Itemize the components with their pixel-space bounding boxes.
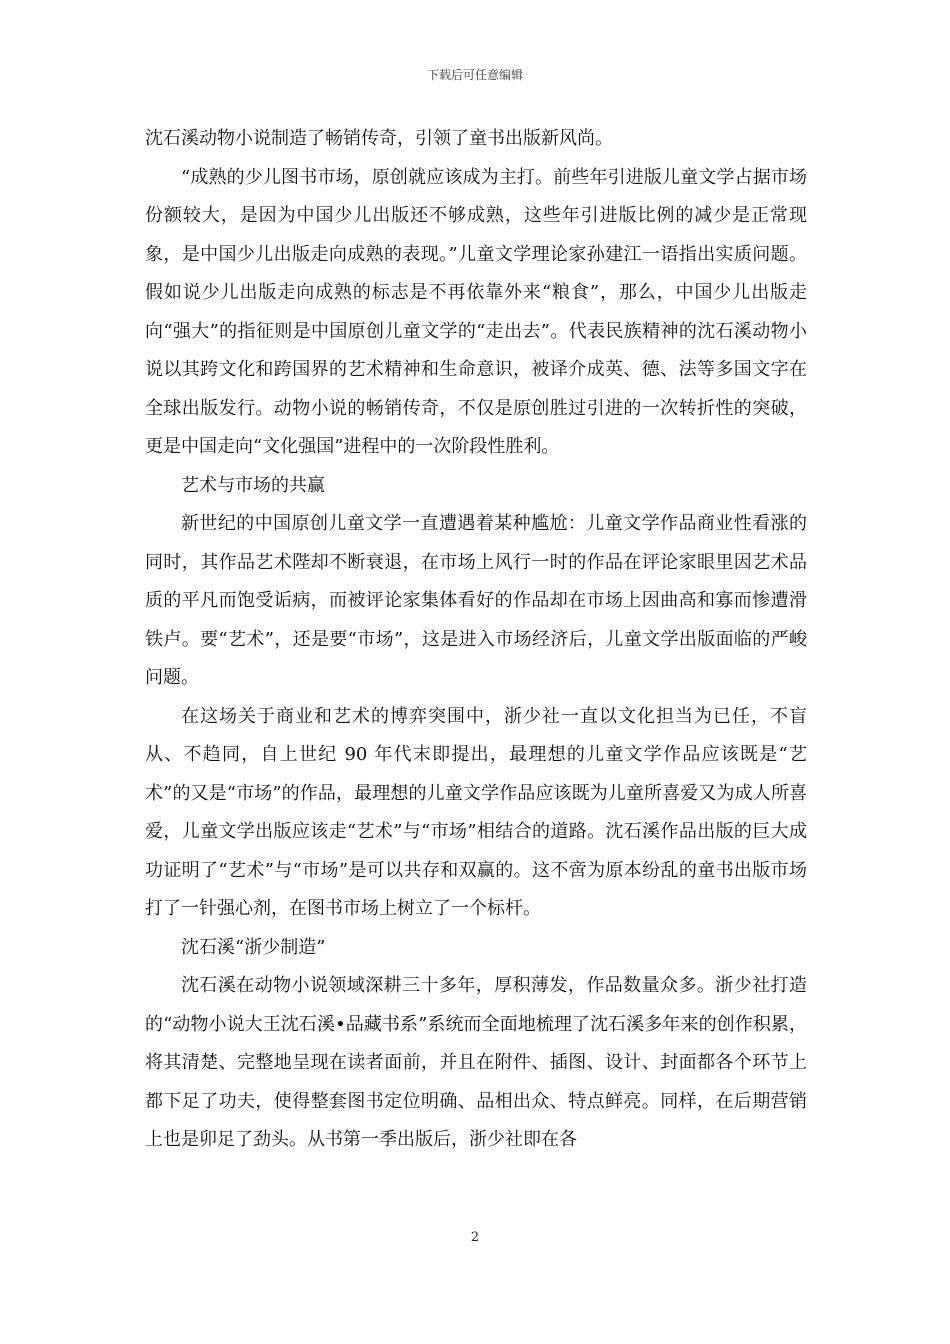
section-heading: 艺术与市场的共赢 — [181, 474, 325, 496]
document-body — [145, 120, 807, 1160]
paragraph: 沈石溪在动物小说领域深耕三十多年，厚积薄发，作品数量众多。浙少社打造的“动物小说大王沈石溪•品藏书系”系统而全面地梳理了沈石溪多年来的创作积累，将其清楚、完整地呈现在读者面前，并且在附件、插图、设计、封面都各个环节上都下足了功夫，使得整套图书定位明确、品相出众、特点鲜亮。同样，在后期营销上也是卯足了劲头。从书第一季出版后，浙少社即在各 — [145, 975, 807, 1150]
page-header: 下载后可任意编辑 — [426, 68, 523, 82]
paragraph: 新世纪的中国原创儿童文学一直遭遇着某种尴尬：儿童文学作品商业性看涨的同时，其作品艺术陛却不断衰退，在市场上风行一时的作品在评论家眼里因艺术品质的平凡而饱受诟病，而被评论家集体看好的作品却在市场上因曲高和寡而惨遭滑铁卢。要“艺术”，还是要“市场”，这是进入市场经济后，儿童文学出版面临的严峻问题。 — [145, 513, 807, 688]
paragraph: 在这场关于商业和艺术的博弈突围中，浙少社一直以文化担当为已任，不盲从、不趋同，自上世纪 90 年代末即提出，最理想的儿童文学作品应该既是“艺术”的又是“市场”的作品，最理想的儿童文学作品应该既为儿童所喜爱又为成人所喜爱，儿童文学出版应该走“艺术”与“市场”相结合的道路。沈石溪作品出版的巨大成功证明了“艺术”与“市场”是可以共存和双赢的。这不啻为原本纷乱的童书出版市场打了一针强心剂，在图书市场上树立了一个标杆。 — [145, 705, 807, 919]
section-heading: 沈石溪“浙少制造” — [181, 936, 326, 958]
page-number: 2 — [470, 1230, 480, 1245]
paragraph: “成熟的少儿图书市场，原创就应该成为主打。前些年引进版儿童文学占据市场份额较大，是因为中国少儿出版还不够成熟，这些年引进版比例的减少是正常现象，是中国少儿出版走向成熟的表现。”儿童文学理论家孙建江一语指出实质问题。假如说少儿出版走向成熟的标志是不再依靠外来“粮食”，那么，中国少儿出版走向“强大”的指征则是中国原创儿童文学的“走出去”。代表民族精神的沈石溪动物小说以其跨文化和跨国界的艺术精神和生命意识，被译介成英、德、法等多国文字在全球出版发行。动物小说的畅销传奇，不仅是原创胜过引进的一次转折性的突破，更是中国走向“文化强国”进程中的一次阶段性胜利。 — [145, 166, 807, 457]
paragraph-continuation: 沈石溪动物小说制造了畅销传奇，引领了童书出版新风尚。 — [145, 128, 613, 149]
